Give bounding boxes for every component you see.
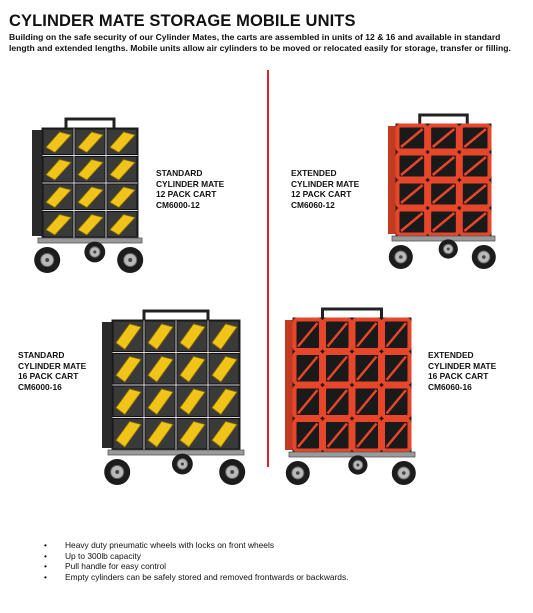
wheel-axle xyxy=(482,255,486,259)
wheel-axle xyxy=(181,462,184,465)
wheel-axle xyxy=(447,248,450,251)
standard-16-pack-label: STANDARD CYLINDER MATE 16 PACK CART CM6000-16 xyxy=(18,350,87,392)
extended-12-pack-cart-image xyxy=(386,112,501,270)
extended-16-pack-label: EXTENDED CYLINDER MATE 16 PACK CART CM6060-16 xyxy=(428,350,497,392)
wheel-axle xyxy=(128,258,132,262)
pull-handle xyxy=(66,119,114,128)
cart-base xyxy=(392,236,495,241)
intro-paragraph: Building on the safe security of our Cylinder Mates, the carts are assembled in units of 12 & 16 and available in standard length and extended lengths. Mobile units allow air cylinders to be moved or relocated easily for storage, transfer or filling. xyxy=(9,32,511,53)
cart-base xyxy=(38,238,142,243)
center-divider xyxy=(267,70,269,467)
standard-12-pack-cart-image xyxy=(30,116,150,274)
cart-base xyxy=(108,450,244,455)
feature-list xyxy=(44,540,514,582)
wheel-axle xyxy=(45,258,49,262)
wheel-axle xyxy=(402,471,406,475)
wheel-axle xyxy=(93,250,96,253)
wheel-axle xyxy=(115,470,119,474)
extended-16-pack-cart-image xyxy=(283,306,421,486)
cart-base xyxy=(289,452,415,457)
extended-12-pack-label: EXTENDED CYLINDER MATE 12 PACK CART CM6060-12 xyxy=(291,168,360,210)
wheel-axle xyxy=(296,471,300,475)
feature-item: • Heavy duty pneumatic wheels with locks on front wheels xyxy=(44,540,514,551)
pull-handle xyxy=(144,311,208,320)
feature-item: • Up to 300lb capacity xyxy=(44,551,514,562)
page-title: CYLINDER MATE STORAGE MOBILE UNITS xyxy=(9,12,356,30)
standard-12-pack-label: STANDARD CYLINDER MATE 12 PACK CART CM6000-12 xyxy=(156,168,225,210)
wheel-axle xyxy=(356,464,359,467)
pull-handle xyxy=(420,115,468,124)
wheel-axle xyxy=(399,255,403,259)
pull-handle xyxy=(323,309,382,318)
feature-item: • Pull handle for easy control xyxy=(44,561,514,572)
wheel-axle xyxy=(230,470,234,474)
feature-item: • Empty cylinders can be safely stored and removed frontwards or backwards. xyxy=(44,572,514,583)
standard-16-pack-cart-image xyxy=(100,308,252,486)
